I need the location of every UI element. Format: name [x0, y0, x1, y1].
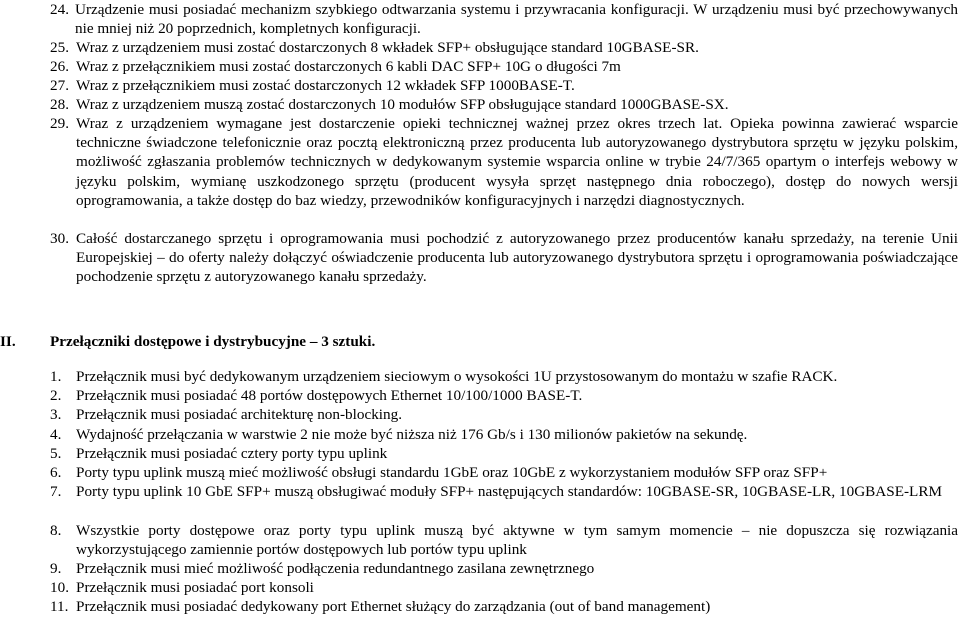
item-number: 9. [50, 560, 62, 577]
item-text: Wraz z urządzeniem wymagane jest dostarczenie opieki technicznej ważnej przez okres trzech lat. Opieka powinna zawierać wsparcie techniczne świadczone telefonicznie oraz pocztą elektroniczną przez producenta lub autoryzowanego dystrybutora sprzętu w języku polskim, możliwość zgłaszania problemów technicznych w dedykowanym systemie wsparcia online w trybie 24/7/365 opartym o interfejs webowy w języku polskim, wymianę uszkodzonego sprzętu (producent wysyła sprzęt następnego dnia roboczego), dostęp do nowych wersji oprogramowania, a także dostęp do baz wiedzy, przewodników konfiguracyjnych i narzędzi diagnostycznych. [76, 115, 958, 209]
item-number: 24. [50, 1, 69, 18]
item-text: Przełącznik musi posiadać architekturę non-blocking. [76, 406, 402, 423]
list-item-28 [50, 95, 960, 114]
item-number: 2. [50, 387, 62, 404]
item-number: 4. [50, 426, 62, 443]
list-item-24 [50, 0, 960, 38]
list-item-10 [50, 578, 960, 597]
list-item-2 [50, 386, 960, 405]
item-text: Przełącznik musi posiadać cztery porty typu uplink [76, 445, 388, 462]
item-text: Urządzenie musi posiadać mechanizm szybkiego odtwarzania systemu i przywracania konfiguracji. W urządzeniu musi być przechowywanych nie mniej niż 20 poprzednich, kompletnych konfiguracji. [75, 1, 958, 38]
list-item-5 [50, 444, 960, 463]
list-item-26 [50, 57, 960, 76]
item-number: 8. [50, 522, 62, 539]
list-item-11 [50, 597, 960, 616]
item-text: Porty typu uplink muszą mieć możliwość obsługi standardu 1GbE oraz 10GbE z wykorzystaniem modułów SFP oraz SFP+ [76, 464, 828, 481]
item-text: Przełącznik musi mieć możliwość podłączenia redundantnego zasilana zewnętrznego [76, 560, 595, 577]
list-item-3 [50, 405, 960, 424]
item-number: 11. [50, 598, 69, 615]
list-item-7 [50, 482, 960, 501]
section-number: II. [0, 333, 16, 350]
list-item-6 [50, 463, 960, 482]
item-text: Wydajność przełączania w warstwie 2 nie może być niższa niż 176 Gb/s i 130 milionów pakietów na sekundę. [76, 426, 748, 443]
item-text: Wraz z przełącznikiem musi zostać dostarczonych 12 wkładek SFP 1000BASE-T. [76, 77, 575, 94]
item-text: Całość dostarczanego sprzętu i oprogramowania musi pochodzić z autoryzowanego przez producentów kanału sprzedaży, na terenie Unii Europejskiej – do oferty należy dołączyć oświadczenie producenta lub autoryzowanego dystrybutora sprzętu i oprogramowania poświadczające pochodzenie sprzętu z autoryzowanego kanału sprzedaży. [76, 230, 958, 286]
item-text: Przełącznik musi być dedykowanym urządzeniem sieciowym o wysokości 1U przystosowanym do montażu w szafie RACK. [76, 368, 838, 385]
list-item-30 [50, 229, 960, 287]
list-item-8 [50, 521, 960, 559]
item-number: 25. [50, 39, 69, 56]
item-text: Wraz z przełącznikiem musi zostać dostarczonych 6 kabli DAC SFP+ 10G o długości 7m [76, 58, 621, 75]
list-item-4 [50, 425, 960, 444]
item-text: Przełącznik musi posiadać 48 portów dostępowych Ethernet 10/100/1000 BASE-T. [76, 387, 583, 404]
item-text: Wraz z urządzeniem musi zostać dostarczonych 8 wkładek SFP+ obsługujące standard 10GBASE-SR. [76, 39, 699, 56]
list-item-9 [50, 559, 960, 578]
item-text: Przełącznik musi posiadać dedykowany port Ethernet służący do zarządzania (out of band management) [76, 598, 711, 615]
item-text: Wszystkie porty dostępowe oraz porty typu uplink muszą być aktywne w tym samym momencie – nie dopuszcza się rozwiązania wykorzystującego zamiennie portów dostępowych lub portów typu uplink [76, 522, 958, 559]
item-number: 30. [50, 230, 69, 247]
item-number: 5. [50, 445, 62, 462]
item-number: 1. [50, 368, 62, 385]
list-item-1 [50, 367, 960, 386]
item-text: Wraz z urządzeniem muszą zostać dostarczonych 10 modułów SFP obsługujące standard 1000GBASE-SX. [76, 96, 729, 113]
item-number: 26. [50, 58, 69, 75]
item-text: Przełącznik musi posiadać port konsoli [76, 579, 314, 596]
list-item-29 [50, 114, 960, 210]
item-number: 27. [50, 77, 69, 94]
item-number: 29. [50, 115, 69, 132]
item-number: 28. [50, 96, 69, 113]
list-item-27 [50, 76, 960, 95]
item-number: 7. [50, 483, 62, 500]
section-title: Przełączniki dostępowe i dystrybucyjne – 3 sztuki. [50, 333, 376, 350]
item-number: 3. [50, 406, 62, 423]
item-text: Porty typu uplink 10 GbE SFP+ muszą obsługiwać moduły SFP+ następujących standardów: 10GBASE-SR, 10GBASE-LR, 10GBASE-LRM [76, 483, 942, 500]
list-item-25 [50, 38, 960, 57]
item-number: 6. [50, 464, 62, 481]
item-number: 10. [50, 579, 69, 596]
